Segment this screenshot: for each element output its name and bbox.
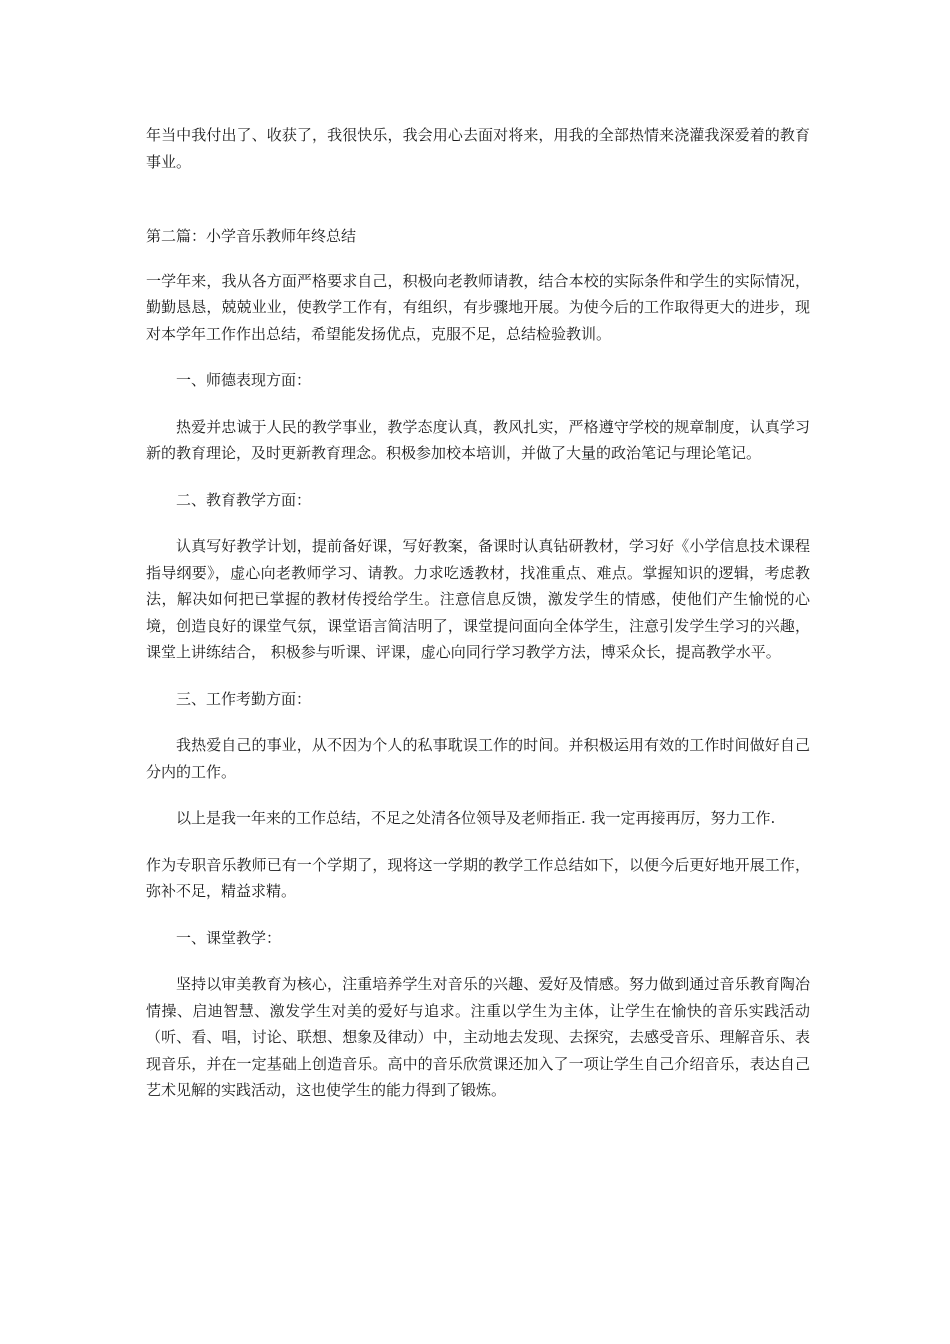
heading-classroom: 一、课堂教学：	[176, 928, 282, 947]
paragraph-music-teacher: 作为专职音乐教师已有一个学期了，现将这一学期的教学工作总结如下，以便今后更好地开展工作，弥补不足，精益求精。	[146, 855, 810, 900]
paragraph-continued: 年当中我付出了、收获了，我很快乐，我会用心去面对将来，用我的全部热情来浇灌我深爱着的教育事业。	[146, 126, 810, 171]
document-page	[146, 122, 810, 1124]
heading-teaching: 二、教育教学方面：	[176, 490, 312, 509]
section-title: 第二篇：小学音乐教师年终总结	[146, 227, 357, 245]
paragraph-teaching: 认真写好教学计划，提前备好课，写好教案，备课时认真钻研教材，学习好《小学信息技术课程指导纲要》，虚心向老教师学习、请教。力求吃透教材，找准重点、难点。掌握知识的逻辑，考虑教法，解决如何把已掌握的教材传授给学生。注意信息反馈，激发学生的情感，使他们产生愉悦的心境，创造良好的课堂气氛，课堂语言简洁明了，课堂提问面向全体学生，注意引发学生学习的兴趣，课堂上讲练结合， 积极参与听课、评课，虚心向同行学习教学方法，博采众长，提高教学水平。	[146, 537, 810, 661]
paragraph-teacher-ethics: 热爱并忠诚于人民的教学事业，教学态度认真，教风扎实，严格遵守学校的规章制度，认真学习新的教育理论，及时更新教育理念。积极参加校本培训，并做了大量的政治笔记与理论笔记。	[146, 417, 810, 462]
heading-teacher-ethics: 一、师德表现方面：	[176, 371, 312, 389]
paragraph-classroom: 坚持以审美教育为核心，注重培养学生对音乐的兴趣、爱好及情感。努力做到通过音乐教育陶冶情操、启迪智慧、激发学生对美的爱好与追求。注重以学生为主体，让学生在愉快的音乐实践活动（听、看、唱，讨论、联想、想象及律动）中，主动地去发现、去探究，去感受音乐、理解音乐、表现音乐，并在一定基础上创造音乐。高中的音乐欣赏课还加入了一项让学生自己介绍音乐，表达自己艺术见解的实践活动，这也使学生的能力得到了锻炼。	[146, 975, 810, 1099]
paragraph-attendance: 我热爱自己的事业，从不因为个人的私事耽误工作的时间。并积极运用有效的工作时间做好自己分内的工作。	[146, 736, 810, 781]
paragraph-closing: 以上是我一年来的工作总结，不足之处清各位领导及老师指正. 我一定再接再厉，努力工作.	[176, 809, 776, 827]
paragraph-intro: 一学年来，我从各方面严格要求自己，积极向老教师请教，结合本校的实际条件和学生的实际情况，勤勤恳恳，兢兢业业，使教学工作有，有组织，有步骤地开展。为使今后的工作取得更大的进步，现对本学年工作作出总结，希望能发扬优点，克服不足，总结检验教训。	[146, 271, 810, 343]
heading-attendance: 三、工作考勤方面：	[176, 689, 312, 708]
